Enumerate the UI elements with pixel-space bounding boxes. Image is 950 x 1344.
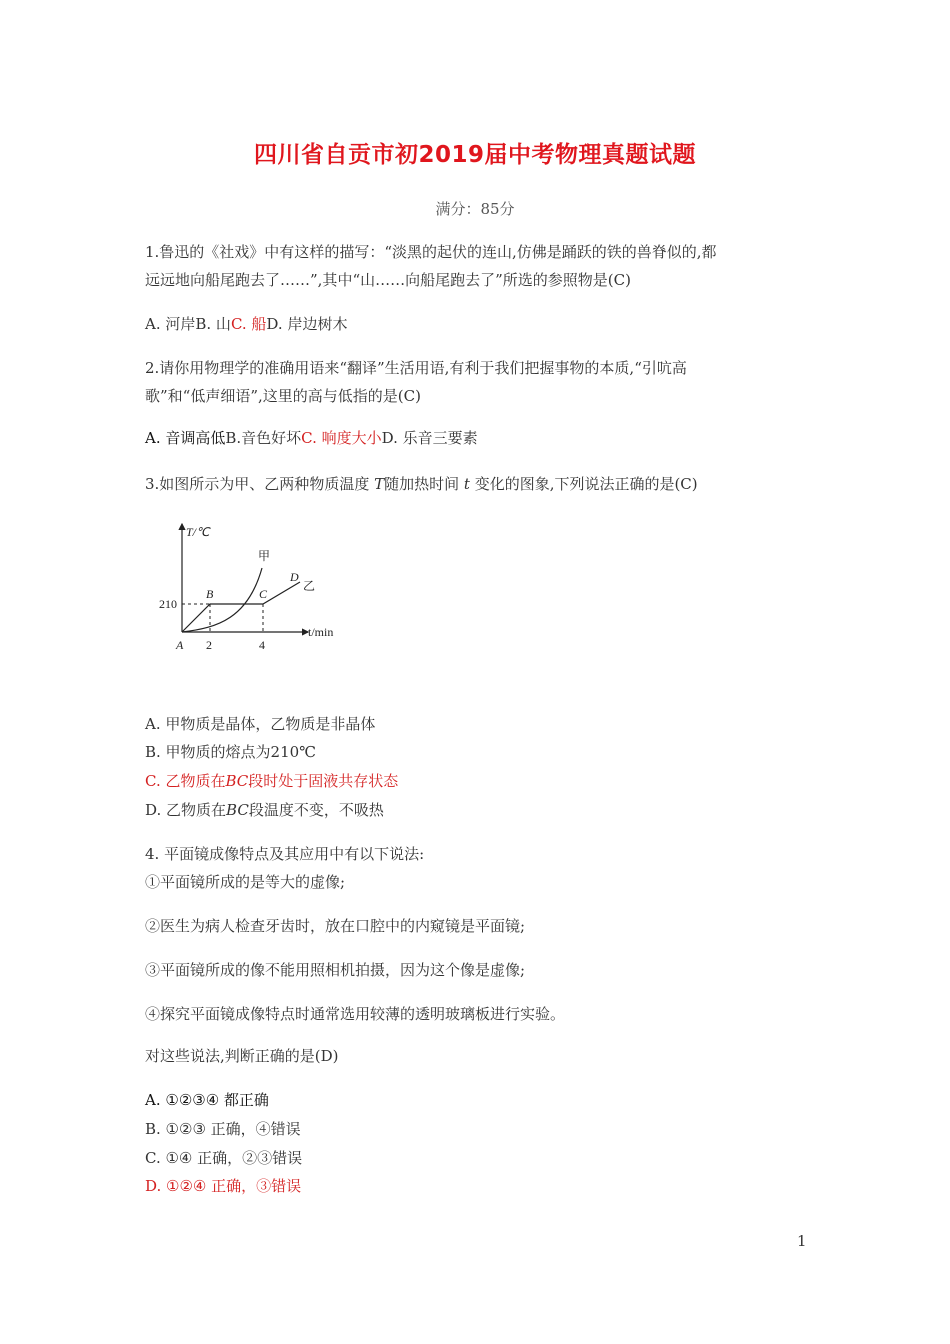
q2-option-d: D. 乐音三要素 bbox=[381, 429, 478, 447]
q3-option-c-var: BC bbox=[225, 772, 249, 790]
q2-option-c: C. 响度大小 bbox=[301, 429, 382, 447]
x-axis-label: t/min bbox=[308, 625, 334, 639]
q3-stem-part1: 3.如图所示为甲、乙两种物质温度 bbox=[145, 475, 375, 493]
q3-option-b: B. 甲物质的熔点为210℃ bbox=[145, 743, 316, 761]
q4-stem: 4. 平面镜成像特点及其应用中有以下说法: bbox=[145, 845, 425, 863]
score-line: 满分：85分 bbox=[435, 200, 515, 218]
q4-ask: 对这些说法,判断正确的是(D) bbox=[145, 1047, 339, 1065]
page-title: 四川省自贡市初2019届中考物理真题试题 bbox=[253, 142, 696, 168]
q4-option-c: C. ①④ 正确，②③错误 bbox=[145, 1149, 303, 1167]
q1-option-a: A. 河岸 bbox=[145, 315, 196, 333]
q1-stem-line2: 远远地向船尾跑去了……”,其中“山……向船尾跑去了”所选的参照物是(C) bbox=[145, 271, 631, 289]
q1-options bbox=[145, 314, 347, 334]
point-c-label: C bbox=[259, 587, 268, 601]
q4-statement-3: ③平面镜所成的像不能用照相机拍摄，因为这个像是虚像; bbox=[145, 961, 526, 979]
q3-option-d-var: BC bbox=[226, 801, 249, 819]
q3-option-d-part1: D. 乙物质在 bbox=[145, 801, 227, 819]
q1-stem-line1: 1.鲁迅的《社戏》中有这样的描写：“淡黑的起伏的连山,仿佛是踊跃的铁的兽脊似的,都 bbox=[145, 243, 717, 261]
q3-stem-var-t: t bbox=[463, 475, 470, 493]
q2-option-b: B.音色好坏 bbox=[225, 429, 302, 447]
q3-option-a: A. 甲物质是晶体，乙物质是非晶体 bbox=[145, 715, 376, 733]
q4-option-a: A. ①②③④ 都正确 bbox=[145, 1091, 269, 1109]
q3-stem-var-T: T bbox=[374, 475, 385, 493]
q1-option-d: D. 岸边树木 bbox=[266, 315, 348, 333]
q1-option-b: B. 山 bbox=[195, 315, 231, 333]
q3-option-c bbox=[145, 771, 398, 791]
page-number: 1 bbox=[797, 1232, 807, 1250]
series-yi-curve bbox=[182, 582, 300, 632]
q3-stem-part2: 随加热时间 bbox=[384, 475, 464, 493]
q3-option-d bbox=[145, 800, 384, 820]
q2-stem-line1: 2.请你用物理学的准确用语来“翻译”生活用语,有利于我们把握事物的本质,“引吭高 bbox=[145, 359, 687, 377]
q3-option-c-part1: C. 乙物质在 bbox=[145, 772, 226, 790]
q4-option-d: D. ①②④ 正确，③错误 bbox=[145, 1177, 302, 1195]
q4-statement-1: ①平面镜所成的是等大的虚像; bbox=[145, 873, 346, 891]
point-a-label: A bbox=[176, 638, 184, 652]
y-axis-label: T/℃ bbox=[186, 525, 210, 539]
q3-stem bbox=[145, 474, 698, 494]
q4-statement-2: ②医生为病人检查牙齿时，放在口腔中的内窥镜是平面镜; bbox=[145, 917, 526, 935]
y-tick-210: 210 bbox=[159, 597, 177, 611]
q3-option-d-part2: 段温度不变，不吸热 bbox=[248, 801, 384, 819]
q2-option-a: A. 音调高低 bbox=[145, 429, 226, 447]
series-yi-label: 乙 bbox=[303, 579, 316, 593]
q2-stem-line2: 歌”和“低声细语”,这里的高与低指的是(C) bbox=[145, 387, 421, 405]
series-jia-curve bbox=[182, 568, 262, 632]
series-jia-label: 甲 bbox=[258, 549, 271, 563]
point-b-label: B bbox=[206, 587, 214, 601]
temperature-time-chart bbox=[148, 518, 358, 658]
q4-statement-4: ④探究平面镜成像特点时通常选用较薄的透明玻璃板进行实验。 bbox=[145, 1005, 566, 1023]
q4-option-b: B. ①②③ 正确，④错误 bbox=[145, 1120, 301, 1138]
q3-stem-part3: 变化的图象,下列说法正确的是(C) bbox=[469, 475, 698, 493]
q3-option-c-part2: 段时处于固液共存状态 bbox=[248, 772, 399, 790]
x-tick-2: 2 bbox=[206, 638, 212, 652]
point-d-label: D bbox=[290, 570, 299, 584]
q1-option-c: C. 船 bbox=[230, 315, 267, 333]
q2-options bbox=[145, 428, 478, 448]
x-tick-4: 4 bbox=[259, 638, 265, 652]
